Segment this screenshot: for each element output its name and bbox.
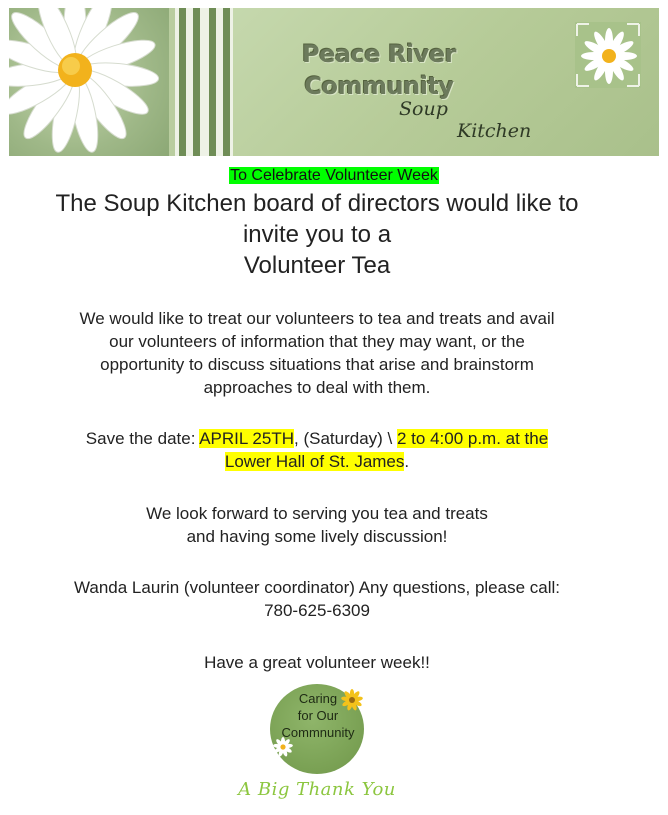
intro-paragraph	[0, 307, 634, 399]
look-forward-paragraph	[0, 502, 634, 548]
caring-community-logo	[262, 682, 370, 774]
save-date-line-2	[0, 450, 634, 473]
save-date-suffix: .	[404, 452, 410, 471]
closing-line: Have a great volunteer week!!	[204, 653, 430, 672]
brand-soup: Soup	[399, 98, 448, 120]
save-date-line-1	[0, 427, 634, 450]
event-date: APRIL 25TH	[199, 429, 294, 448]
forward-line-2: and having some lively discussion!	[186, 527, 448, 546]
brand-line-1: Peace River	[302, 40, 456, 68]
event-day: , (Saturday) \	[294, 429, 397, 448]
event-location: Lower Hall of St. James	[224, 452, 405, 471]
headline-line-2: invite you to a	[242, 221, 392, 248]
daisy-flower-icon	[9, 8, 169, 156]
contact-paragraph	[0, 576, 634, 622]
contact-line-1: Wanda Laurin (volunteer coordinator) Any questions, please call:	[73, 578, 561, 597]
headline-line-3: Volunteer Tea	[243, 252, 391, 279]
contact-phone: 780-625-6309	[264, 601, 370, 620]
intro-line-4: approaches to deal with them.	[203, 378, 431, 397]
logo-line-1: Caring	[298, 691, 338, 706]
intro-line-3: opportunity to discuss situations that arise and brainstorm	[100, 355, 534, 374]
logo-line-2: for Our	[297, 708, 339, 723]
logo-text	[266, 690, 370, 741]
brand-line-2: Community	[304, 72, 454, 100]
headline-line-1: The Soup Kitchen board of directors would like to	[55, 190, 579, 217]
celebrate-banner-text	[0, 166, 668, 186]
stripe-divider	[175, 8, 233, 156]
intro-line-1: We would like to treat our volunteers to tea and treats and avail	[79, 309, 555, 328]
logo-line-3: Commnunity	[281, 725, 355, 740]
intro-line-2: our volunteers of information that they may want, or the	[109, 332, 525, 351]
event-time: 2 to 4:00 p.m. at the	[396, 429, 549, 448]
daisy-corner-icon	[575, 22, 641, 88]
daisy-panel	[9, 8, 169, 156]
save-the-date-paragraph	[0, 427, 634, 473]
forward-line-1: We look forward to serving you tea and treats	[146, 504, 488, 523]
celebrate-highlight: To Celebrate Volunteer Week	[230, 167, 438, 184]
header-banner	[9, 8, 659, 156]
invitation-headline	[0, 188, 634, 281]
brand-name	[289, 38, 469, 102]
thank-you-text: A Big Thank You	[238, 779, 396, 800]
save-date-prefix: Save the date:	[85, 429, 200, 448]
brand-kitchen: Kitchen	[457, 120, 532, 142]
